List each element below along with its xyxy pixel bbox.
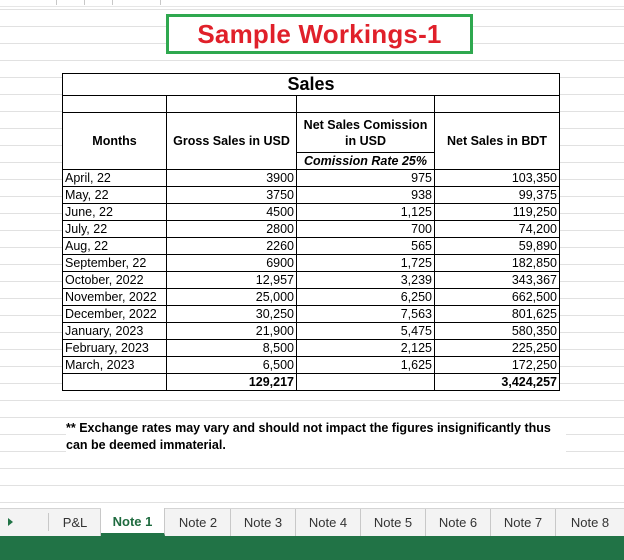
sales-table [62, 73, 560, 391]
gross-sales-cell[interactable]: 21,900 [167, 323, 297, 340]
net-usd-cell[interactable]: 938 [297, 187, 435, 204]
sheet-tab[interactable]: Note 3 [231, 509, 296, 536]
exchange-rate-note: ** Exchange rates may vary and should not impact the figures insignificantly thus can be deemed immaterial. [66, 420, 566, 454]
tab-separator [48, 513, 49, 531]
sheet-tab[interactable]: Note 1 [101, 508, 165, 536]
sheet-tab[interactable]: Note 6 [426, 509, 491, 536]
net-usd-cell[interactable]: 5,475 [297, 323, 435, 340]
month-cell[interactable]: July, 22 [63, 221, 167, 238]
empty-cell[interactable] [435, 96, 560, 113]
net-usd-cell[interactable]: 7,563 [297, 306, 435, 323]
sheet-tab[interactable]: Note 5 [361, 509, 426, 536]
net-usd-cell[interactable]: 1,125 [297, 204, 435, 221]
table-row [63, 187, 560, 204]
total-bdt-cell[interactable]: 3,424,257 [435, 374, 560, 391]
month-cell[interactable]: November, 2022 [63, 289, 167, 306]
net-bdt-cell[interactable]: 103,350 [435, 170, 560, 187]
table-row [63, 289, 560, 306]
gross-sales-cell[interactable]: 2800 [167, 221, 297, 238]
net-bdt-cell[interactable]: 662,500 [435, 289, 560, 306]
table-row [63, 238, 560, 255]
month-cell[interactable]: June, 22 [63, 204, 167, 221]
net-usd-cell[interactable]: 3,239 [297, 272, 435, 289]
net-usd-cell[interactable]: 2,125 [297, 340, 435, 357]
table-caption: Sales [63, 74, 560, 96]
header-gross-sales: Gross Sales in USD [167, 113, 297, 170]
empty-cell[interactable] [63, 96, 167, 113]
total-gross-cell[interactable]: 129,217 [167, 374, 297, 391]
month-cell[interactable]: September, 22 [63, 255, 167, 272]
sheet-tab-bar [0, 508, 624, 537]
header-net-sales-bdt [435, 113, 560, 170]
status-bar [0, 536, 624, 560]
table-row [63, 357, 560, 374]
totals-row [63, 374, 560, 391]
table-row [63, 255, 560, 272]
data-rows [63, 170, 560, 391]
gross-sales-cell[interactable]: 6900 [167, 255, 297, 272]
table-row [63, 306, 560, 323]
header-net-sales-usd: Net Sales Comission in USD [297, 113, 435, 153]
sheet-tab[interactable]: Note 7 [491, 509, 556, 536]
net-bdt-cell[interactable]: 580,350 [435, 323, 560, 340]
gross-sales-cell[interactable]: 6,500 [167, 357, 297, 374]
column-divider [84, 0, 85, 5]
scroll-tabs-right-button[interactable] [4, 515, 16, 529]
table-row [63, 323, 560, 340]
table-row [63, 204, 560, 221]
month-cell[interactable]: April, 22 [63, 170, 167, 187]
net-usd-cell[interactable]: 975 [297, 170, 435, 187]
empty-cell[interactable] [167, 96, 297, 113]
empty-cell[interactable] [297, 374, 435, 391]
net-bdt-cell[interactable]: 801,625 [435, 306, 560, 323]
net-usd-cell[interactable]: 6,250 [297, 289, 435, 306]
gross-sales-cell[interactable]: 3900 [167, 170, 297, 187]
commission-rate-label: Comission Rate 25% [297, 153, 435, 170]
net-usd-cell[interactable]: 1,625 [297, 357, 435, 374]
month-cell[interactable]: December, 2022 [63, 306, 167, 323]
title-box [166, 14, 473, 54]
net-bdt-cell[interactable]: 74,200 [435, 221, 560, 238]
net-usd-cell[interactable]: 1,725 [297, 255, 435, 272]
month-cell[interactable]: January, 2023 [63, 323, 167, 340]
net-bdt-cell[interactable]: 172,250 [435, 357, 560, 374]
month-cell[interactable]: February, 2023 [63, 340, 167, 357]
month-cell[interactable]: May, 22 [63, 187, 167, 204]
gross-sales-cell[interactable]: 30,250 [167, 306, 297, 323]
sheet-tab[interactable]: Note 2 [166, 509, 231, 536]
table-row [63, 170, 560, 187]
header-months: Months [63, 113, 167, 170]
table-row [63, 272, 560, 289]
gross-sales-cell[interactable]: 4500 [167, 204, 297, 221]
column-divider [112, 0, 113, 5]
header-net-sales-bdt-label: Net Sales in BDT [446, 134, 548, 148]
gross-sales-cell[interactable]: 8,500 [167, 340, 297, 357]
net-usd-cell[interactable]: 700 [297, 221, 435, 238]
net-usd-cell[interactable]: 565 [297, 238, 435, 255]
table-row [63, 221, 560, 238]
column-divider [56, 0, 57, 5]
month-cell[interactable]: Aug, 22 [63, 238, 167, 255]
sheet-tab[interactable]: P&L [50, 509, 101, 536]
sheet-tab[interactable]: Note 4 [296, 509, 361, 536]
empty-cell[interactable] [297, 96, 435, 113]
net-bdt-cell[interactable]: 182,850 [435, 255, 560, 272]
gross-sales-cell[interactable]: 12,957 [167, 272, 297, 289]
gross-sales-cell[interactable]: 3750 [167, 187, 297, 204]
column-divider [160, 0, 161, 5]
page-title: Sample Workings-1 [197, 18, 442, 49]
net-bdt-cell[interactable]: 59,890 [435, 238, 560, 255]
empty-cell[interactable] [63, 374, 167, 391]
gross-sales-cell[interactable]: 25,000 [167, 289, 297, 306]
net-bdt-cell[interactable]: 225,250 [435, 340, 560, 357]
month-cell[interactable]: October, 2022 [63, 272, 167, 289]
month-cell[interactable]: March, 2023 [63, 357, 167, 374]
table-row [63, 340, 560, 357]
triangle-right-icon [8, 518, 13, 526]
net-bdt-cell[interactable]: 119,250 [435, 204, 560, 221]
net-bdt-cell[interactable]: 99,375 [435, 187, 560, 204]
column-header-strip [0, 0, 624, 7]
net-bdt-cell[interactable]: 343,367 [435, 272, 560, 289]
sheet-tab[interactable]: Note 8 [556, 509, 624, 536]
gross-sales-cell[interactable]: 2260 [167, 238, 297, 255]
